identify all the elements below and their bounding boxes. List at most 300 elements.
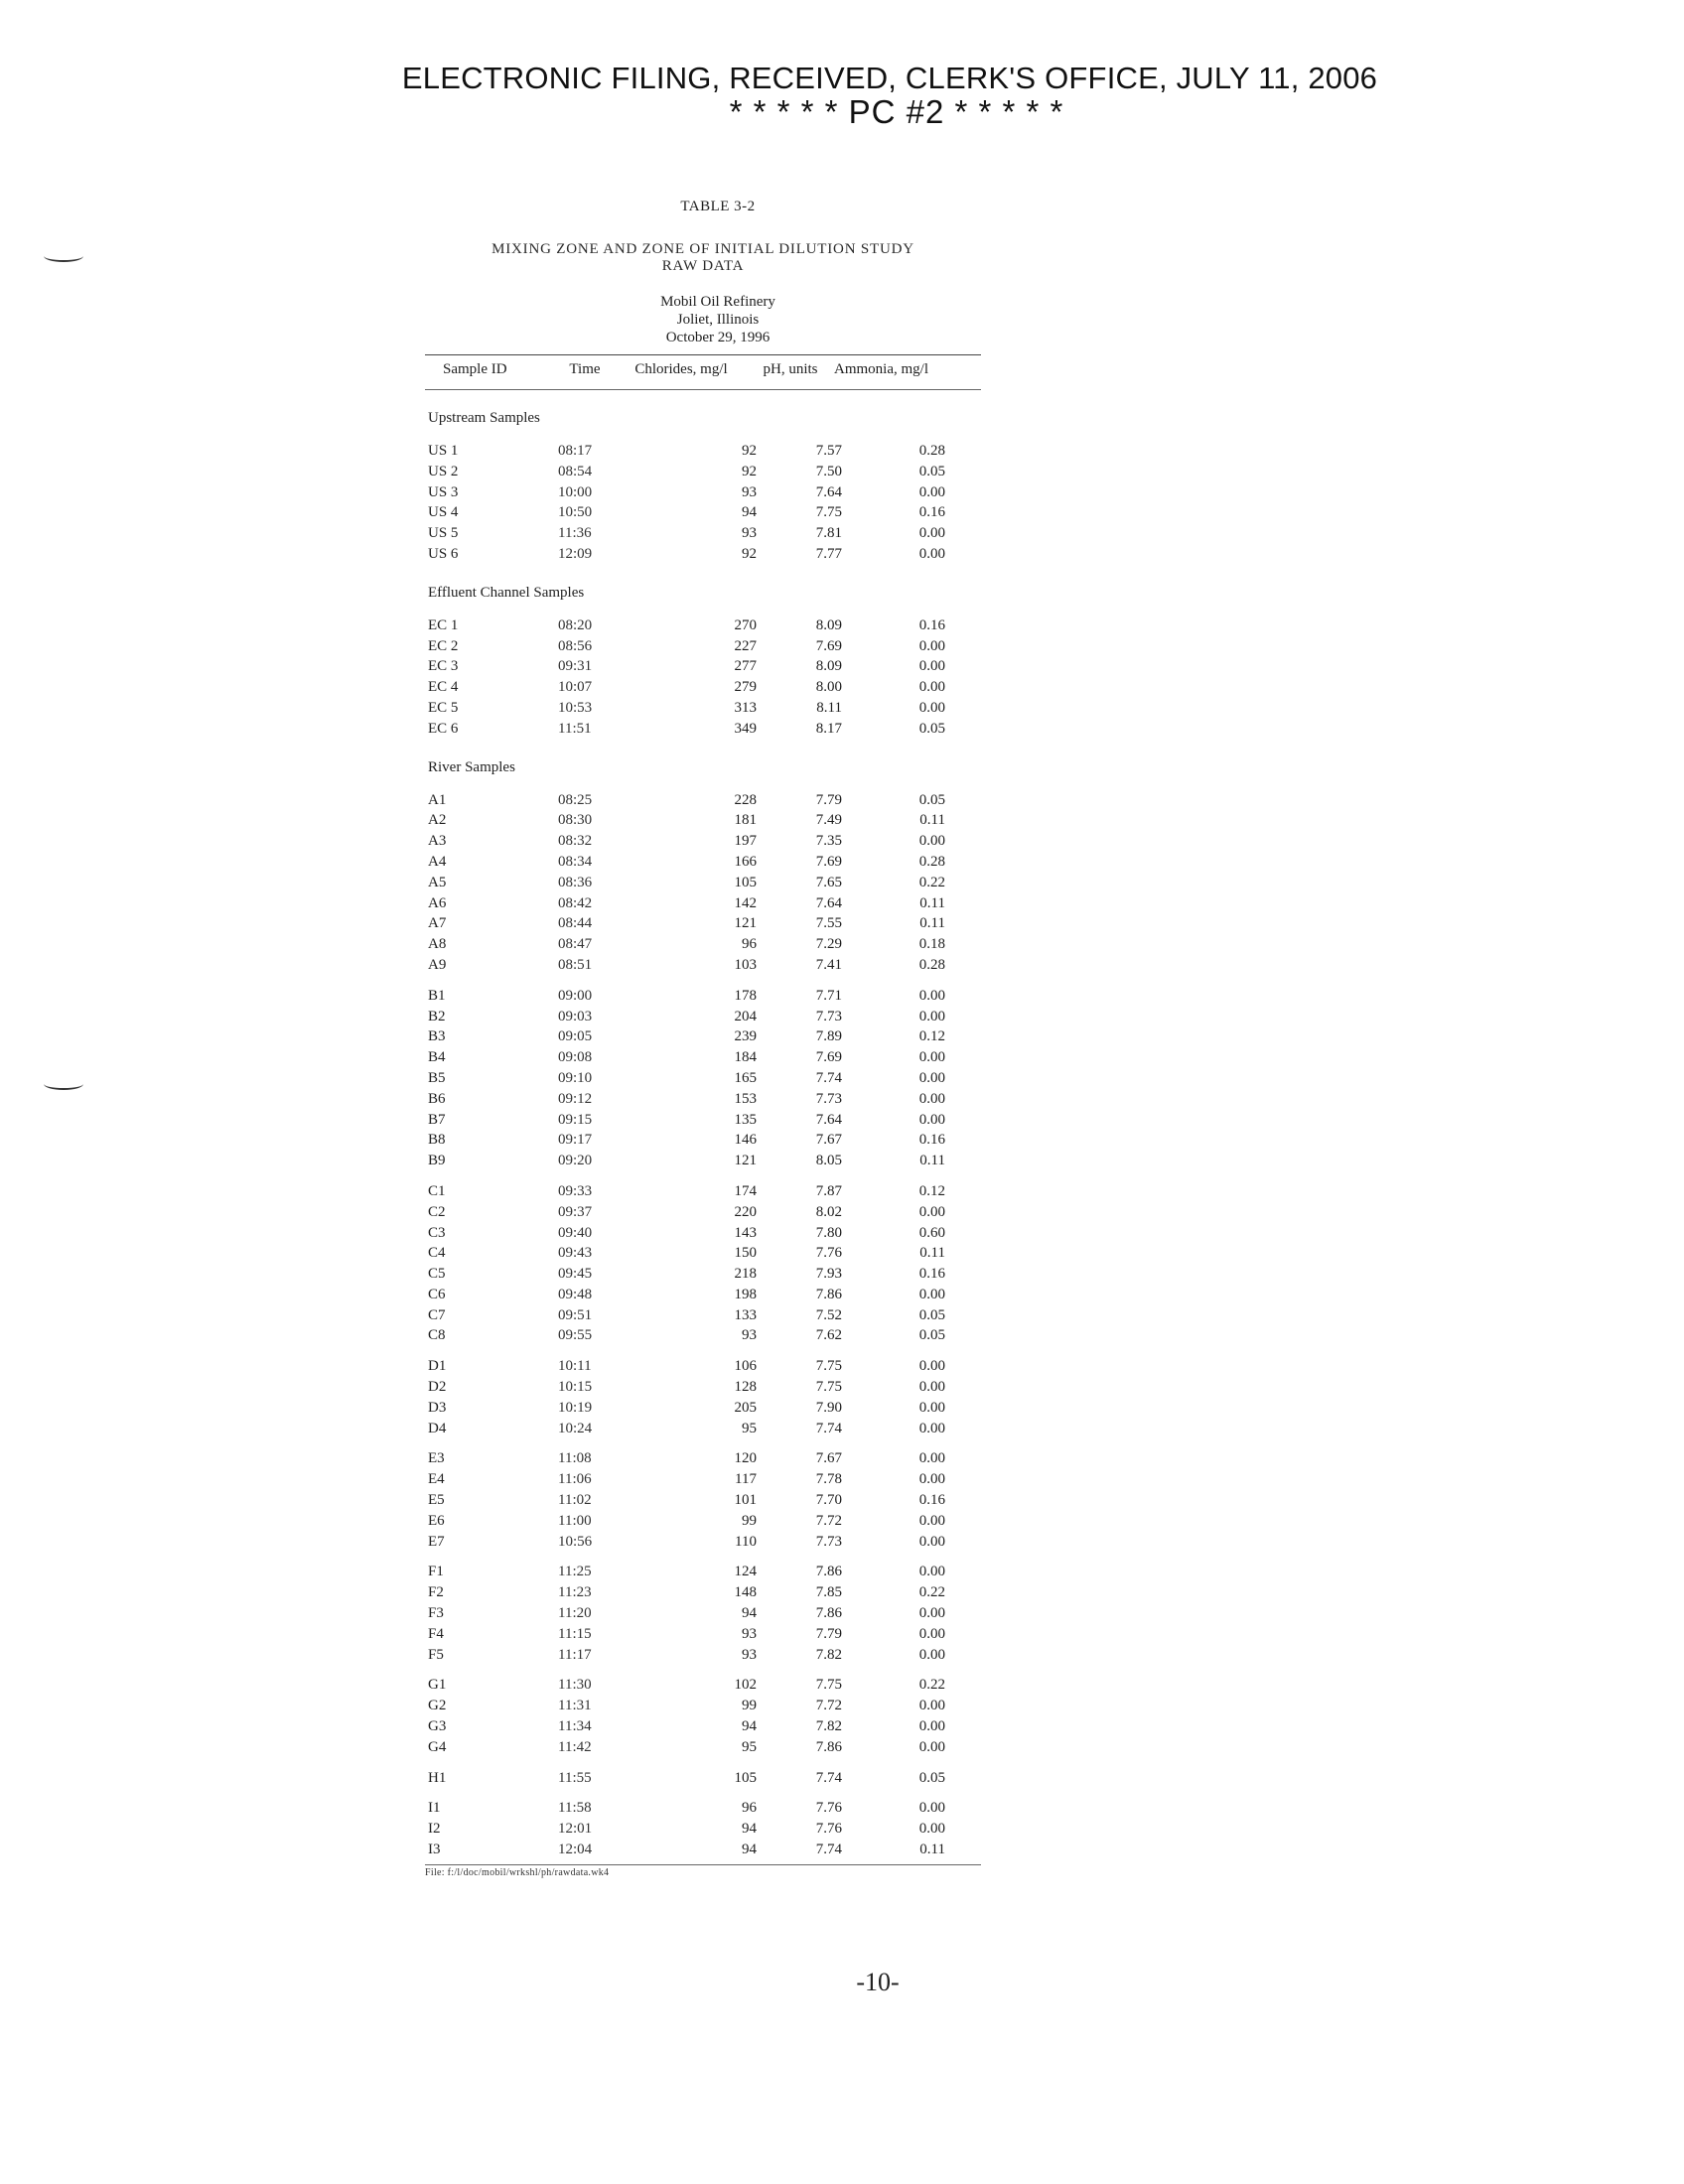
table-row [425, 1223, 981, 1244]
table-row [425, 1511, 981, 1532]
cell-chlorides: 102 [734, 1677, 757, 1694]
cell-time: 08:20 [558, 616, 593, 633]
cell-chlorides: 94 [742, 1605, 757, 1622]
table-row [425, 523, 981, 544]
cell-ph: 8.02 [815, 1203, 842, 1220]
cell-ph: 7.64 [815, 1111, 842, 1128]
cell-time: 09:20 [558, 1153, 593, 1169]
cell-ammonia: 0.11 [919, 1153, 945, 1169]
cell-ph: 7.52 [815, 1306, 842, 1323]
cell-chlorides: 204 [734, 1008, 757, 1024]
cell-chlorides: 165 [734, 1069, 757, 1086]
cell-time: 09:40 [558, 1224, 593, 1241]
cell-ammonia: 0.00 [918, 1420, 945, 1436]
table-row [425, 1007, 981, 1027]
cell-sample-id: A9 [428, 956, 447, 973]
cell-time: 08:34 [558, 853, 593, 870]
cell-ammonia: 0.00 [918, 545, 945, 562]
cell-chlorides: 197 [734, 833, 757, 850]
cell-time: 08:42 [558, 894, 593, 911]
cell-ammonia: 0.00 [918, 833, 945, 850]
cell-ammonia: 0.12 [918, 1028, 945, 1045]
cell-chlorides: 95 [742, 1738, 757, 1755]
cell-chlorides: 277 [734, 658, 757, 675]
cell-sample-id: B9 [428, 1153, 446, 1169]
table-row [425, 1624, 981, 1645]
cell-chlorides: 279 [734, 679, 757, 696]
cell-sample-id: B6 [428, 1090, 446, 1107]
table-row [425, 1110, 981, 1131]
cell-ammonia: 0.00 [918, 987, 945, 1004]
cell-time: 10:15 [558, 1379, 593, 1396]
cell-time: 09:03 [558, 1008, 593, 1024]
table-row [425, 1532, 981, 1553]
table-row [425, 1768, 981, 1789]
cell-ph: 7.29 [815, 936, 842, 953]
cell-chlorides: 105 [734, 874, 757, 890]
cell-ph: 7.73 [815, 1533, 842, 1550]
table-row [425, 462, 981, 482]
cell-sample-id: A5 [428, 874, 447, 890]
cell-chlorides: 121 [734, 1153, 757, 1169]
table-row [425, 1819, 981, 1840]
cell-sample-id: B5 [428, 1069, 446, 1086]
cell-time: 10:00 [558, 483, 593, 500]
cell-ph: 8.00 [815, 679, 842, 696]
column-header-ammonia: Ammonia, mg/l [834, 361, 928, 377]
cell-ph: 7.74 [815, 1842, 842, 1858]
cell-chlorides: 99 [742, 1698, 757, 1714]
cell-ph: 8.09 [815, 616, 842, 633]
cell-ph: 7.55 [815, 915, 842, 932]
cell-ammonia: 0.00 [918, 679, 945, 696]
cell-ph: 7.74 [815, 1069, 842, 1086]
table-row [425, 1026, 981, 1047]
cell-ammonia: 0.00 [918, 1069, 945, 1086]
cell-time: 08:17 [558, 443, 593, 459]
cell-ammonia: 0.00 [918, 1090, 945, 1107]
cell-sample-id: F5 [428, 1646, 444, 1663]
cell-sample-id: G2 [428, 1698, 447, 1714]
cell-chlorides: 93 [742, 525, 757, 542]
cell-sample-id: C6 [428, 1286, 446, 1302]
cell-time: 11:25 [558, 1564, 592, 1580]
table-row [425, 636, 981, 657]
cell-time: 08:25 [558, 791, 593, 808]
table-row [425, 1089, 981, 1110]
table-row [425, 1285, 981, 1305]
table-row [425, 1798, 981, 1819]
cell-ammonia: 0.00 [918, 658, 945, 675]
cell-time: 08:54 [558, 463, 593, 479]
cell-sample-id: C7 [428, 1306, 446, 1323]
cell-ph: 7.79 [815, 1625, 842, 1642]
filing-stamp-line: ELECTRONIC FILING, RECEIVED, CLERK'S OFFICE, JULY 11, 2006 [401, 61, 1378, 95]
cell-ph: 7.74 [815, 1420, 842, 1436]
cell-ammonia: 0.12 [918, 1182, 945, 1199]
table-row [425, 544, 981, 565]
cell-ammonia: 0.16 [918, 616, 945, 633]
table-row [425, 1305, 981, 1326]
cell-sample-id: EC 5 [428, 699, 459, 716]
cell-time: 08:44 [558, 915, 593, 932]
table-subtitle [425, 241, 981, 275]
cell-chlorides: 205 [734, 1399, 757, 1416]
table-row [425, 955, 981, 976]
table-row [425, 1130, 981, 1151]
cell-ammonia: 0.16 [918, 504, 945, 521]
cell-ph: 7.71 [815, 987, 842, 1004]
cell-chlorides: 146 [734, 1132, 757, 1149]
cell-sample-id: E3 [428, 1450, 445, 1467]
group-gap [425, 1438, 981, 1448]
cell-sample-id: A6 [428, 894, 447, 911]
table-row [425, 656, 981, 677]
cell-time: 11:06 [558, 1471, 592, 1488]
cell-sample-id: F1 [428, 1564, 444, 1580]
cell-ammonia: 0.00 [918, 1821, 945, 1838]
bottom-rule [425, 1864, 981, 1865]
table-row [425, 1490, 981, 1511]
cell-ph: 7.79 [815, 791, 842, 808]
cell-ammonia: 0.00 [918, 1512, 945, 1529]
cell-time: 08:36 [558, 874, 593, 890]
cell-ammonia: 0.00 [918, 1533, 945, 1550]
column-header-sample-id: Sample ID [443, 361, 507, 377]
cell-chlorides: 349 [734, 720, 757, 737]
cell-time: 09:00 [558, 987, 593, 1004]
cell-sample-id: A8 [428, 936, 447, 953]
table-location [455, 293, 981, 346]
cell-ammonia: 0.00 [918, 1605, 945, 1622]
cell-ph: 7.64 [815, 483, 842, 500]
cell-sample-id: G4 [428, 1738, 447, 1755]
cell-ammonia: 0.28 [918, 853, 945, 870]
table-row [425, 1469, 981, 1490]
cell-time: 10:53 [558, 699, 593, 716]
table-row [425, 1398, 981, 1419]
cell-ammonia: 0.11 [919, 894, 945, 911]
cell-ammonia: 0.22 [918, 1677, 945, 1694]
cell-sample-id: E6 [428, 1512, 445, 1529]
cell-chlorides: 120 [734, 1450, 757, 1467]
cell-sample-id: C3 [428, 1224, 446, 1241]
cell-sample-id: D3 [428, 1399, 447, 1416]
cell-ph: 7.76 [815, 1821, 842, 1838]
cell-time: 10:19 [558, 1399, 593, 1416]
cell-chlorides: 96 [742, 936, 757, 953]
cell-ammonia: 0.00 [918, 1646, 945, 1663]
cell-time: 12:01 [558, 1821, 593, 1838]
cell-time: 09:33 [558, 1182, 593, 1199]
cell-time: 09:48 [558, 1286, 593, 1302]
cell-ph: 7.86 [815, 1738, 842, 1755]
cell-chlorides: 94 [742, 1718, 757, 1735]
cell-sample-id: I3 [428, 1842, 441, 1858]
cell-sample-id: A3 [428, 833, 447, 850]
cell-chlorides: 184 [734, 1049, 757, 1066]
cell-time: 09:43 [558, 1245, 593, 1262]
cell-chlorides: 227 [734, 637, 757, 654]
pc-number-line: * * * * * PC #2 * * * * * [729, 93, 1064, 130]
cell-chlorides: 198 [734, 1286, 757, 1302]
column-header-chlorides: Chlorides, mg/l [634, 361, 728, 377]
table-row [425, 893, 981, 914]
table-row [425, 852, 981, 873]
cell-chlorides: 93 [742, 1646, 757, 1663]
cell-sample-id: I1 [428, 1800, 441, 1817]
cell-time: 09:37 [558, 1203, 593, 1220]
table-row [425, 1840, 981, 1860]
cell-chlorides: 270 [734, 616, 757, 633]
cell-ammonia: 0.00 [918, 1399, 945, 1416]
column-header-ph: pH, units [763, 361, 818, 377]
cell-sample-id: E4 [428, 1471, 445, 1488]
cell-chlorides: 99 [742, 1512, 757, 1529]
cell-time: 11:34 [558, 1718, 592, 1735]
filing-header [0, 62, 1684, 129]
section-title: Upstream Samples [428, 410, 540, 426]
cell-sample-id: EC 1 [428, 616, 459, 633]
cell-ph: 7.81 [815, 525, 842, 542]
cell-sample-id: E5 [428, 1492, 445, 1509]
cell-ph: 7.50 [815, 463, 842, 479]
cell-time: 10:24 [558, 1420, 593, 1436]
cell-sample-id: I2 [428, 1821, 441, 1838]
cell-ammonia: 0.00 [918, 1471, 945, 1488]
column-headers [425, 355, 981, 385]
cell-chlorides: 166 [734, 853, 757, 870]
cell-time: 11:36 [558, 525, 592, 542]
cell-time: 11:31 [558, 1698, 592, 1714]
cell-chlorides: 148 [734, 1584, 757, 1601]
cell-ph: 8.11 [816, 699, 842, 716]
group-gap [425, 1665, 981, 1675]
cell-ph: 7.85 [815, 1584, 842, 1601]
table-row [425, 831, 981, 852]
cell-ph: 7.80 [815, 1224, 842, 1241]
table-row [425, 1356, 981, 1377]
cell-chlorides: 239 [734, 1028, 757, 1045]
cell-ammonia: 0.00 [918, 1625, 945, 1642]
cell-time: 10:50 [558, 504, 593, 521]
group-gap [425, 1346, 981, 1356]
column-header-time: Time [569, 361, 601, 377]
table-row [425, 913, 981, 934]
cell-time: 09:31 [558, 658, 593, 675]
cell-sample-id: EC 6 [428, 720, 459, 737]
cell-chlorides: 92 [742, 463, 757, 479]
cell-sample-id: US 6 [428, 545, 459, 562]
cell-sample-id: G3 [428, 1718, 447, 1735]
cell-sample-id: C1 [428, 1182, 446, 1199]
cell-chlorides: 121 [734, 915, 757, 932]
cell-ammonia: 0.11 [919, 1842, 945, 1858]
cell-ammonia: 0.05 [918, 791, 945, 808]
table-row [425, 1603, 981, 1624]
cell-chlorides: 220 [734, 1203, 757, 1220]
cell-ph: 7.35 [815, 833, 842, 850]
cell-sample-id: B7 [428, 1111, 446, 1128]
cell-time: 11:23 [558, 1584, 592, 1601]
cell-chlorides: 101 [734, 1492, 757, 1509]
cell-sample-id: D1 [428, 1358, 447, 1375]
cell-ammonia: 0.00 [918, 1718, 945, 1735]
cell-time: 09:05 [558, 1028, 593, 1045]
table-document [425, 199, 981, 1878]
cell-ammonia: 0.00 [918, 1008, 945, 1024]
cell-sample-id: H1 [428, 1769, 447, 1786]
table-row [425, 934, 981, 955]
cell-ammonia: 0.16 [918, 1492, 945, 1509]
cell-sample-id: G1 [428, 1677, 447, 1694]
cell-ammonia: 0.22 [918, 874, 945, 890]
table-row [425, 1737, 981, 1758]
cell-sample-id: C2 [428, 1203, 446, 1220]
cell-ph: 7.72 [815, 1698, 842, 1714]
cell-ph: 8.09 [815, 658, 842, 675]
cell-ph: 7.65 [815, 874, 842, 890]
cell-sample-id: EC 2 [428, 637, 459, 654]
table-body [425, 410, 981, 1860]
cell-time: 11:02 [558, 1492, 592, 1509]
cell-time: 10:07 [558, 679, 593, 696]
cell-ph: 7.82 [815, 1718, 842, 1735]
cell-time: 09:10 [558, 1069, 593, 1086]
cell-chlorides: 150 [734, 1245, 757, 1262]
table-title: TABLE 3-2 [680, 199, 756, 214]
cell-ammonia: 0.00 [918, 1698, 945, 1714]
cell-time: 10:11 [558, 1358, 592, 1375]
cell-chlorides: 181 [734, 812, 757, 829]
table-row [425, 1675, 981, 1696]
table-row [425, 1243, 981, 1264]
cell-ph: 7.76 [815, 1245, 842, 1262]
table-row [425, 1582, 981, 1603]
table-row [425, 482, 981, 503]
group-gap [425, 1552, 981, 1562]
cell-chlorides: 93 [742, 1625, 757, 1642]
table-row [425, 810, 981, 831]
cell-time: 08:47 [558, 936, 593, 953]
cell-ph: 7.73 [815, 1090, 842, 1107]
cell-chlorides: 135 [734, 1111, 757, 1128]
cell-ph: 7.75 [815, 1677, 842, 1694]
cell-chlorides: 93 [742, 483, 757, 500]
cell-ph: 7.67 [815, 1132, 842, 1149]
cell-ammonia: 0.00 [918, 483, 945, 500]
page-number: -10- [856, 1968, 900, 1996]
table-row [425, 1448, 981, 1469]
study-date: October 29, 1996 [665, 330, 771, 345]
file-note: File: f:/l/doc/mobil/wrkshl/ph/rawdata.wk4 [425, 1866, 610, 1878]
cell-time: 11:00 [558, 1512, 592, 1529]
cell-ph: 7.76 [815, 1800, 842, 1817]
cell-time: 11:30 [558, 1677, 592, 1694]
cell-time: 11:51 [558, 720, 592, 737]
table-row [425, 1325, 981, 1346]
cell-chlorides: 174 [734, 1182, 757, 1199]
cell-time: 08:51 [558, 956, 593, 973]
cell-time: 08:56 [558, 637, 593, 654]
cell-time: 10:56 [558, 1533, 593, 1550]
cell-time: 12:09 [558, 545, 593, 562]
cell-ph: 7.89 [815, 1028, 842, 1045]
table-row [425, 677, 981, 698]
cell-ammonia: 0.00 [918, 1379, 945, 1396]
cell-chlorides: 218 [734, 1266, 757, 1283]
cell-ammonia: 0.05 [918, 1327, 945, 1344]
cell-sample-id: B2 [428, 1008, 446, 1024]
cell-chlorides: 153 [734, 1090, 757, 1107]
cell-sample-id: F3 [428, 1605, 444, 1622]
table-row [425, 1419, 981, 1439]
cell-ph: 7.72 [815, 1512, 842, 1529]
cell-ammonia: 0.16 [918, 1266, 945, 1283]
table-row [425, 1562, 981, 1582]
cell-time: 11:20 [558, 1605, 592, 1622]
cell-chlorides: 96 [742, 1800, 757, 1817]
table-row [425, 615, 981, 636]
cell-chlorides: 92 [742, 545, 757, 562]
cell-ph: 7.69 [815, 637, 842, 654]
cell-ph: 7.87 [815, 1182, 842, 1199]
cell-ammonia: 0.11 [919, 1245, 945, 1262]
table-row [425, 441, 981, 462]
cell-ph: 7.62 [815, 1327, 842, 1344]
cell-chlorides: 133 [734, 1306, 757, 1323]
cell-chlorides: 94 [742, 504, 757, 521]
table-row [425, 1645, 981, 1666]
cell-time: 11:55 [558, 1769, 592, 1786]
cell-time: 09:45 [558, 1266, 593, 1283]
cell-chlorides: 124 [734, 1564, 757, 1580]
cell-chlorides: 128 [734, 1379, 757, 1396]
cell-sample-id: C5 [428, 1266, 446, 1283]
cell-chlorides: 105 [734, 1769, 757, 1786]
cell-ammonia: 0.28 [918, 443, 945, 459]
table-row [425, 1202, 981, 1223]
table-row [425, 873, 981, 893]
cell-time: 09:51 [558, 1306, 593, 1323]
cell-ph: 7.64 [815, 894, 842, 911]
cell-ammonia: 0.28 [918, 956, 945, 973]
cell-ammonia: 0.11 [919, 915, 945, 932]
cell-ph: 7.77 [815, 545, 842, 562]
cell-ammonia: 0.00 [918, 1738, 945, 1755]
cell-sample-id: EC 4 [428, 679, 459, 696]
cell-ammonia: 0.00 [918, 1800, 945, 1817]
cell-sample-id: US 3 [428, 483, 459, 500]
cell-sample-id: US 1 [428, 443, 459, 459]
cell-ph: 7.93 [815, 1266, 842, 1283]
cell-ammonia: 0.00 [918, 525, 945, 542]
cell-sample-id: B3 [428, 1028, 446, 1045]
group-gap [425, 976, 981, 986]
table-row [425, 1068, 981, 1089]
cell-sample-id: A7 [428, 915, 447, 932]
table-row [425, 790, 981, 811]
cell-ph: 7.73 [815, 1008, 842, 1024]
scan-mark [44, 250, 83, 262]
cell-ammonia: 0.00 [918, 1049, 945, 1066]
cell-chlorides: 92 [742, 443, 757, 459]
cell-chlorides: 93 [742, 1327, 757, 1344]
section-title: Effluent Channel Samples [428, 584, 585, 601]
cell-sample-id: F2 [428, 1584, 444, 1601]
table-row [425, 698, 981, 719]
cell-sample-id: A2 [428, 812, 447, 829]
